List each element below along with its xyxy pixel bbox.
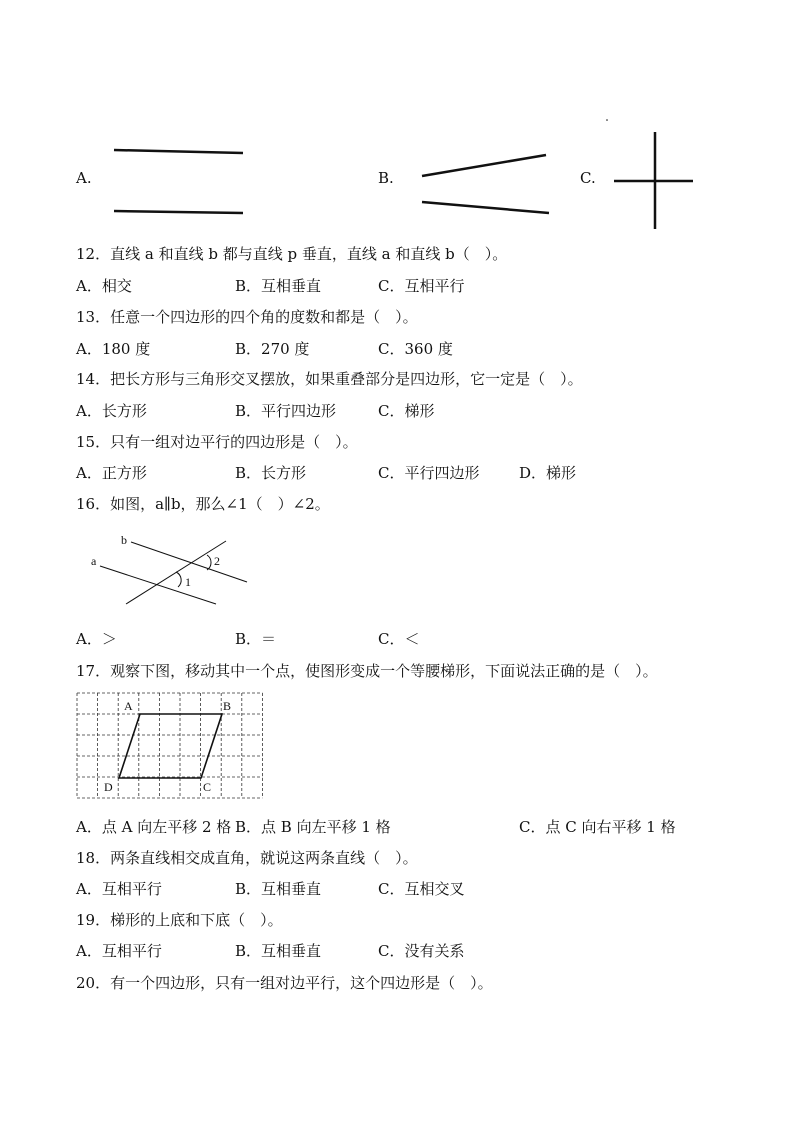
question-15-option-b[interactable]: B．长方形 bbox=[235, 464, 307, 482]
question-12-option-c[interactable]: C．互相平行 bbox=[378, 277, 465, 295]
q17-point-d: D bbox=[104, 780, 113, 794]
question-13-option-a[interactable]: A．180 度 bbox=[76, 340, 151, 358]
question-14-option-b[interactable]: B．平行四边形 bbox=[235, 402, 337, 420]
question-12-stem: 12．直线 a 和直线 b 都与直线 p 垂直，直线 a 和直线 b（ ）。 bbox=[76, 245, 508, 263]
question-13-option-c[interactable]: C．360 度 bbox=[378, 340, 453, 358]
question-16-option-c[interactable]: C．＜ bbox=[378, 630, 420, 648]
question-18-option-c[interactable]: C．互相交叉 bbox=[378, 880, 465, 898]
question-19-stem: 19．梯形的上底和下底（ ）。 bbox=[76, 911, 283, 929]
q17-point-c: C bbox=[203, 780, 212, 794]
question-14-option-c[interactable]: C．梯形 bbox=[378, 402, 435, 420]
question-20-stem: 20．有一个四边形，只有一组对边平行，这个四边形是（ ）。 bbox=[76, 974, 493, 992]
question-15-option-d[interactable]: D．梯形 bbox=[519, 464, 577, 482]
question-17-option-c[interactable]: C．点 C 向右平移 1 格 bbox=[519, 818, 676, 836]
q16-angle-1: 1 bbox=[185, 575, 191, 589]
question-14-option-a[interactable]: A．长方形 bbox=[76, 402, 147, 420]
question-18-option-b[interactable]: B．互相垂直 bbox=[235, 880, 322, 898]
q11-option-c-label: C. bbox=[580, 169, 596, 187]
question-17-stem: 17．观察下图，移动其中一个点，使图形变成一个等腰梯形，下面说法正确的是（ ）。 bbox=[76, 662, 658, 680]
q11-option-a-label: A. bbox=[76, 169, 92, 187]
question-15-option-a[interactable]: A．正方形 bbox=[76, 464, 147, 482]
question-13-stem: 13．任意一个四边形的四个角的度数和都是（ ）。 bbox=[76, 308, 418, 326]
question-18-stem: 18．两条直线相交成直角，就说这两条直线（ ）。 bbox=[76, 849, 418, 867]
q16-angle-2: 2 bbox=[214, 554, 220, 568]
q17-point-a: A bbox=[124, 699, 133, 713]
question-13-option-b[interactable]: B．270 度 bbox=[235, 340, 310, 358]
question-14-stem: 14．把长方形与三角形交叉摆放，如果重叠部分是四边形，它一定是（ ）。 bbox=[76, 370, 583, 388]
question-16-option-b[interactable]: B．＝ bbox=[235, 630, 277, 648]
question-15-option-c[interactable]: C．平行四边形 bbox=[378, 464, 480, 482]
question-19-option-a[interactable]: A．互相平行 bbox=[76, 942, 162, 960]
question-17-option-a[interactable]: A．点 A 向左平移 2 格 bbox=[76, 818, 232, 836]
q11-option-b-label: B. bbox=[378, 169, 394, 187]
question-15-stem: 15．只有一组对边平行的四边形是（ ）。 bbox=[76, 433, 358, 451]
q16-label-a: a bbox=[91, 554, 97, 568]
question-19-option-c[interactable]: C．没有关系 bbox=[378, 942, 465, 960]
question-16-option-a[interactable]: A．＞ bbox=[76, 630, 117, 648]
q17-point-b: B bbox=[223, 699, 232, 713]
q16-label-b: b bbox=[121, 533, 127, 547]
question-19-option-b[interactable]: B．互相垂直 bbox=[235, 942, 322, 960]
question-12-option-a[interactable]: A．相交 bbox=[76, 277, 132, 295]
question-18-option-a[interactable]: A．互相平行 bbox=[76, 880, 162, 898]
question-17-option-b[interactable]: B．点 B 向左平移 1 格 bbox=[235, 818, 391, 836]
question-12-option-b[interactable]: B．互相垂直 bbox=[235, 277, 322, 295]
question-16-stem: 16．如图，a∥b，那么∠1（ ）∠2。 bbox=[76, 495, 330, 513]
